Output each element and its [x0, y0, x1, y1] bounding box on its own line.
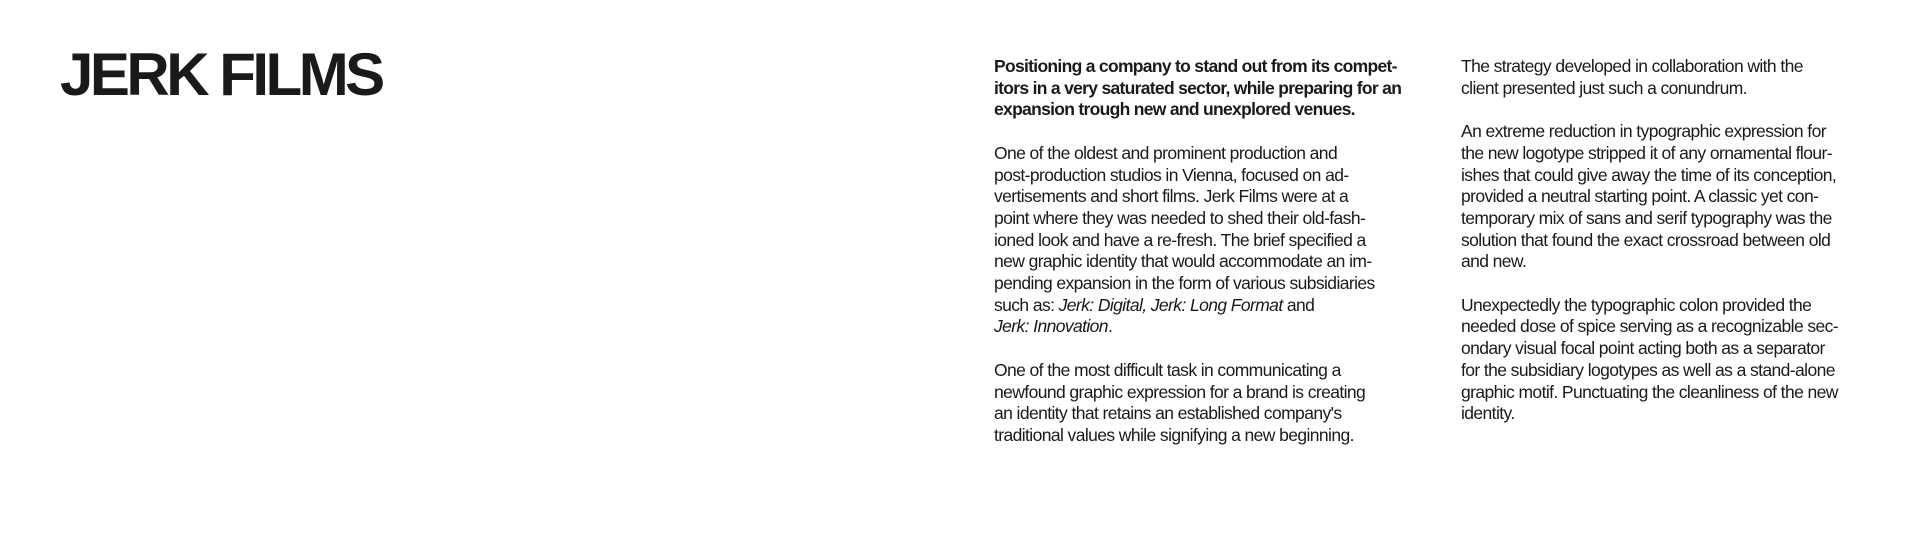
text-line: an identity that retains an established company's	[994, 403, 1342, 424]
text-line: traditional values while signifying a new beginning.	[994, 424, 1354, 445]
body-paragraph	[1461, 121, 1881, 273]
text-line: newfound graphic expression for a brand is creating	[994, 381, 1366, 402]
text-line: temporary mix of sans and serif typography was the	[1461, 207, 1832, 228]
text-line	[994, 316, 1414, 338]
text-line: graphic motif. Punctuating the cleanliness of the new	[1461, 381, 1838, 402]
text-line: the new logotype stripped it of any ornamental flour-	[1461, 142, 1832, 163]
lead-paragraph	[994, 56, 1414, 121]
text-line: One of the most difficult task in communicating a	[994, 359, 1341, 380]
text-line: Positioning a company to stand out from its compet-	[994, 56, 1397, 76]
subsidiary-names: Jerk: Digital, Jerk: Long Format	[1058, 294, 1283, 315]
text-line: expansion trough new and unexplored venues.	[994, 99, 1355, 120]
text-line: client presented just such a conundrum.	[1461, 77, 1747, 98]
text-fragment: such as:	[994, 294, 1059, 315]
text-line: vertisements and short films. Jerk Films were at a	[994, 186, 1349, 207]
text-line: One of the oldest and prominent production and	[994, 142, 1338, 163]
body-paragraph	[994, 360, 1414, 447]
text-line: itors in a very saturated sector, while preparing for an	[994, 77, 1402, 98]
text-line: and new.	[1461, 251, 1527, 272]
text-column-left	[994, 56, 1414, 468]
text-line: ioned look and have a re-fresh. The brief specified a	[994, 229, 1366, 250]
text-column-right	[1461, 56, 1881, 447]
text-line: new graphic identity that would accommodate an im-	[994, 251, 1372, 272]
body-paragraph	[1461, 295, 1881, 425]
text-line: ishes that could give away the time of its conception,	[1461, 164, 1837, 185]
page-title: JERK FILMS	[60, 41, 382, 108]
text-line: Unexpectedly the typographic colon provided the	[1461, 294, 1812, 315]
body-paragraph	[1461, 56, 1881, 99]
text-line: post-production studios in Vienna, focused on ad-	[994, 164, 1349, 185]
text-line: needed dose of spice serving as a recognizable sec-	[1461, 316, 1839, 337]
text-line: identity.	[1461, 403, 1515, 424]
text-fragment: and	[1282, 294, 1315, 315]
text-line: solution that found the exact crossroad between old	[1461, 229, 1831, 250]
text-line: ondary visual focal point acting both as a separator	[1461, 338, 1825, 359]
text-line: The strategy developed in collaboration with the	[1461, 56, 1803, 76]
text-fragment: .	[1107, 316, 1113, 337]
text-line: for the subsidiary logotypes as well as a stand-alone	[1461, 359, 1835, 380]
text-line: An extreme reduction in typographic expression for	[1461, 121, 1826, 142]
text-line	[994, 295, 1414, 317]
text-line: point where they was needed to shed their old-fash-	[994, 207, 1366, 228]
text-line: provided a neutral starting point. A classic yet con-	[1461, 186, 1819, 207]
subsidiary-name: Jerk: Innovation	[994, 316, 1108, 337]
body-paragraph	[994, 143, 1414, 338]
text-line: pending expansion in the form of various subsidiaries	[994, 273, 1375, 294]
